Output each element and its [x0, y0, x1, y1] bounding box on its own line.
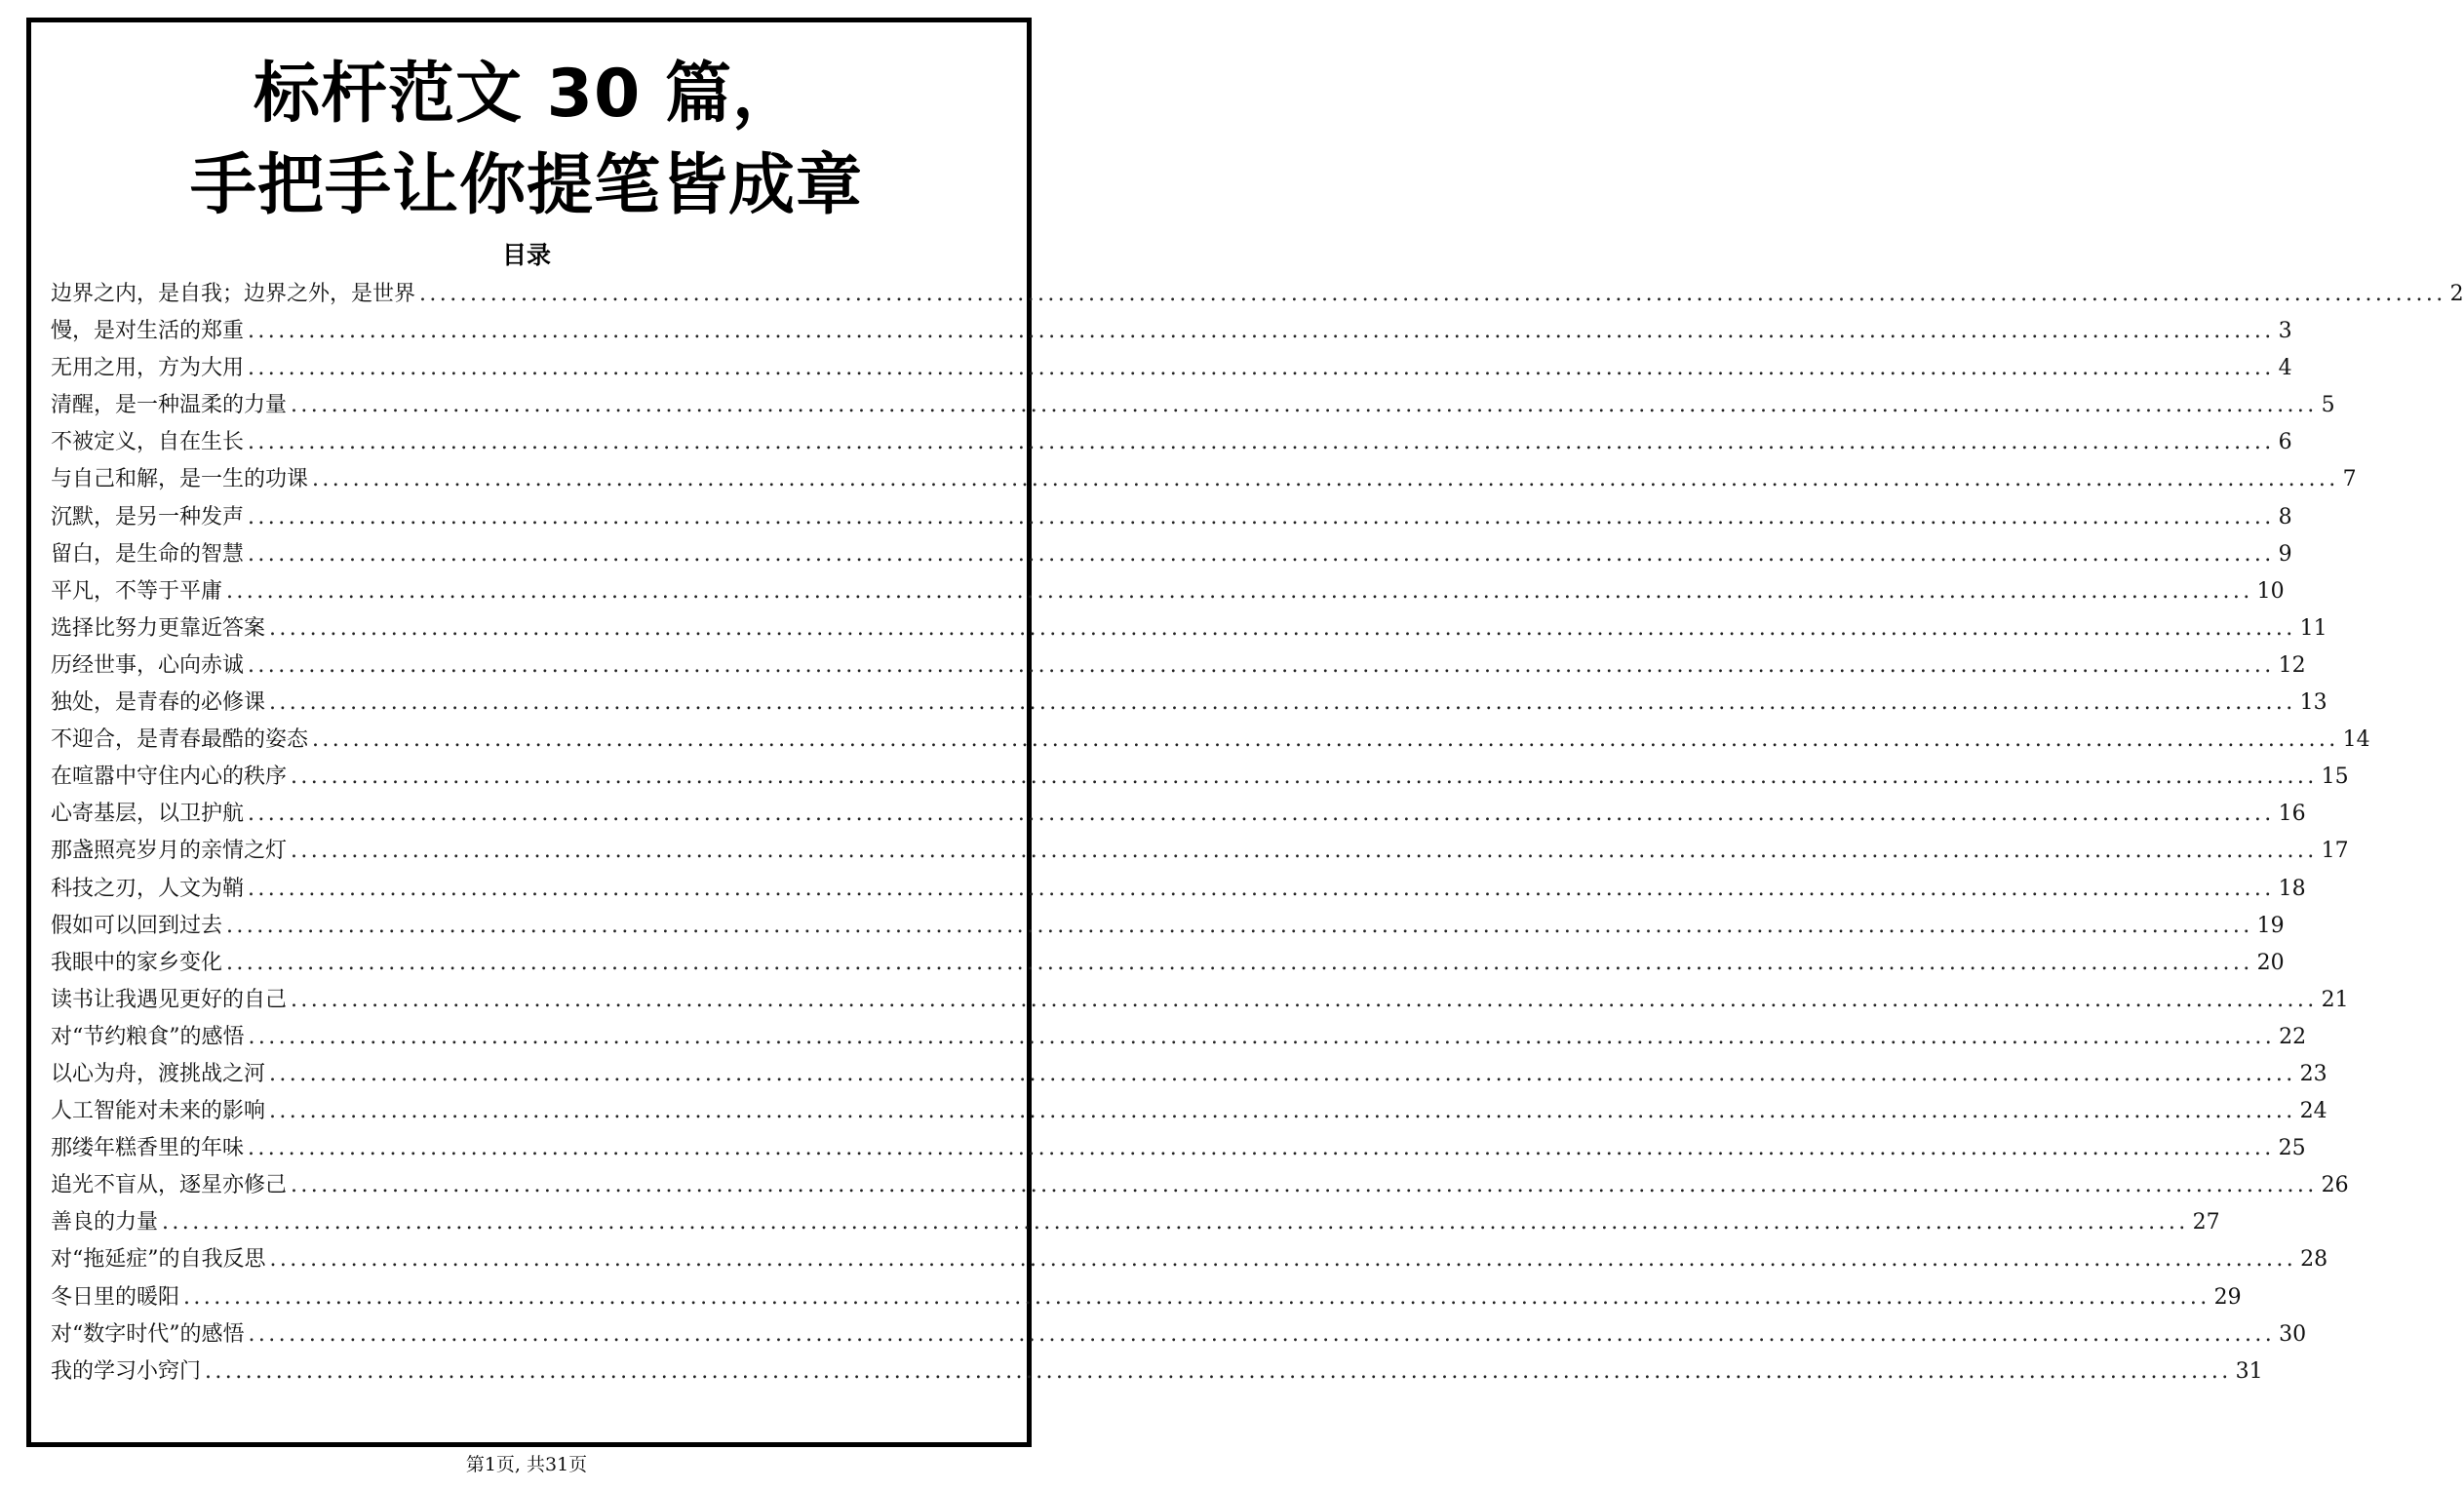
- toc-dot-leader: ........................................................................................................................................................................................................: [226, 578, 2253, 604]
- toc-entry-title: 历经世事，心向赤诚: [51, 652, 245, 678]
- toc-entry-page: 19: [2256, 913, 2285, 938]
- toc-entry[interactable]: [51, 1353, 2263, 1391]
- toc-entry-title: 边界之内，是自我；边界之外，是世界: [51, 282, 416, 306]
- toc-entry-page: 13: [2299, 690, 2327, 716]
- toc-entry[interactable]: [51, 313, 2292, 350]
- toc-entry[interactable]: [51, 276, 2464, 313]
- toc-entry[interactable]: [51, 610, 2327, 647]
- toc-entry-title: 心寄基层，以卫护航: [51, 802, 245, 827]
- toc-entry-title: 在喧嚣中守住内心的秩序: [51, 765, 288, 790]
- toc-entry-title: 我的学习小窍门: [51, 1358, 202, 1384]
- toc-dot-leader: ........................................................................................................................................................................................................: [248, 802, 2275, 827]
- toc-entry-page: 7: [2342, 467, 2357, 492]
- toc-dot-leader: ........................................................................................................................................................................................................: [248, 356, 2275, 381]
- toc-entry-title: 清醒，是一种温柔的力量: [51, 393, 288, 418]
- toc-entry-title: 平凡，不等于平庸: [51, 578, 223, 604]
- toc-entry[interactable]: [51, 1241, 2328, 1278]
- toc-entry[interactable]: [51, 499, 2292, 536]
- toc-entry-title: 人工智能对未来的影响: [51, 1099, 266, 1124]
- toc-entry-title: 对“节约粮食”的感悟: [51, 1024, 245, 1049]
- toc-entry-page: 27: [2192, 1210, 2220, 1235]
- toc-dot-leader: ........................................................................................................................................................................................................: [248, 430, 2275, 455]
- toc-entry[interactable]: [51, 1204, 2220, 1241]
- toc-entry[interactable]: [51, 573, 2285, 610]
- toc-dot-leader: ........................................................................................................................................................................................................: [248, 541, 2275, 567]
- toc-entry[interactable]: [51, 1130, 2306, 1167]
- toc-entry-title: 选择比努力更靠近答案: [51, 615, 266, 641]
- toc-entry-page: 31: [2235, 1358, 2263, 1384]
- toc-dot-leader: ........................................................................................................................................................................................................: [312, 467, 2339, 492]
- title-line-2: 手把手让你提笔皆成章: [189, 147, 863, 224]
- toc-entry-title: 那缕年糕香里的年味: [51, 1136, 245, 1161]
- toc-entry[interactable]: [51, 1167, 2349, 1204]
- toc-entry[interactable]: [51, 685, 2327, 722]
- toc-entry-page: 3: [2278, 319, 2292, 344]
- toc-entry-page: 10: [2256, 578, 2285, 604]
- toc-entry-page: 2: [2449, 282, 2464, 306]
- toc-entry[interactable]: [51, 722, 2370, 759]
- toc-entry-page: 26: [2321, 1173, 2349, 1198]
- toc-entry-title: 冬日里的暖阳: [51, 1284, 180, 1310]
- toc-entry[interactable]: [51, 759, 2349, 796]
- toc-entry-page: 5: [2321, 393, 2335, 418]
- toc-entry-page: 20: [2256, 950, 2285, 975]
- toc-entry[interactable]: [51, 833, 2349, 870]
- toc-entry-page: 4: [2278, 356, 2292, 381]
- toc-dot-leader: ........................................................................................................................................................................................................: [226, 913, 2253, 938]
- toc-entry[interactable]: [51, 871, 2306, 908]
- toc-dot-leader: ........................................................................................................................................................................................................: [248, 504, 2275, 529]
- toc-entry-title: 不迎合，是青春最酷的姿态: [51, 727, 309, 753]
- toc-entry-title: 独处，是青春的必修课: [51, 690, 266, 716]
- title-line-1: 标杆范文 30 篇，: [254, 56, 800, 133]
- toc-entry[interactable]: [51, 1279, 2242, 1316]
- toc-entry-title: 科技之刃，人文为鞘: [51, 876, 245, 901]
- toc-dot-leader: ........................................................................................................................................................................................................: [291, 393, 2318, 418]
- toc-dot-leader: ........................................................................................................................................................................................................: [162, 1210, 2189, 1235]
- toc-entry[interactable]: [51, 1093, 2327, 1130]
- toc-entry-title: 我眼中的家乡变化: [51, 950, 223, 975]
- document-title: [0, 49, 1053, 232]
- toc-dot-leader: ........................................................................................................................................................................................................: [248, 319, 2275, 344]
- toc-entry[interactable]: [51, 982, 2349, 1019]
- toc-entry-title: 无用之用，方为大用: [51, 356, 245, 381]
- toc-entry-page: 12: [2278, 652, 2306, 678]
- toc-entry-title: 慢，是对生活的郑重: [51, 319, 245, 344]
- toc-dot-leader: ........................................................................................................................................................................................................: [291, 839, 2318, 864]
- toc-entry-page: 30: [2279, 1321, 2307, 1347]
- toc-entry-page: 14: [2342, 727, 2370, 753]
- toc-entry-page: 17: [2321, 839, 2349, 864]
- toc-entry-page: 8: [2278, 504, 2292, 529]
- toc-dot-leader: ........................................................................................................................................................................................................: [226, 950, 2253, 975]
- toc-entry[interactable]: [51, 796, 2306, 833]
- toc-entry-page: 23: [2299, 1061, 2327, 1086]
- toc-dot-leader: ........................................................................................................................................................................................................: [291, 987, 2318, 1012]
- toc-entry-title: 留白，是生命的智慧: [51, 541, 245, 567]
- toc-dot-leader: ........................................................................................................................................................................................................: [291, 765, 2318, 790]
- toc-entry[interactable]: [51, 1019, 2307, 1056]
- toc-entry-page: 29: [2213, 1284, 2242, 1310]
- toc-dot-leader: ........................................................................................................................................................................................................: [269, 1247, 2297, 1273]
- toc-dot-leader: ........................................................................................................................................................................................................: [312, 727, 2339, 753]
- toc-entry-title: 以心为舟，渡挑战之河: [51, 1061, 266, 1086]
- toc-entry-page: 18: [2278, 876, 2306, 901]
- toc-entry[interactable]: [51, 387, 2335, 424]
- toc-entry-page: 22: [2279, 1024, 2307, 1049]
- toc-entry-page: 15: [2321, 765, 2349, 790]
- toc-entry-page: 24: [2299, 1099, 2327, 1124]
- toc-dot-leader: ........................................................................................................................................................................................................: [248, 652, 2275, 678]
- toc-entry-title: 与自己和解，是一生的功课: [51, 467, 309, 492]
- toc-entry-title: 对“拖延症”的自我反思: [51, 1247, 266, 1273]
- toc-dot-leader: ........................................................................................................................................................................................................: [291, 1173, 2318, 1198]
- toc-entry-title: 善良的力量: [51, 1210, 159, 1235]
- toc-entry-title: 追光不盲从，逐星亦修己: [51, 1173, 288, 1198]
- toc-entry[interactable]: [51, 1316, 2307, 1353]
- toc-dot-leader: ........................................................................................................................................................................................................: [248, 876, 2275, 901]
- toc-entry-page: 21: [2321, 987, 2349, 1012]
- toc-entry-page: 6: [2278, 430, 2292, 455]
- toc-dot-leader: ........................................................................................................................................................................................................: [269, 1061, 2296, 1086]
- toc-entry-title: 不被定义，自在生长: [51, 430, 245, 455]
- toc-entry[interactable]: [51, 350, 2292, 387]
- toc-dot-leader: ........................................................................................................................................................................................................: [248, 1321, 2276, 1347]
- toc-dot-leader: ........................................................................................................................................................................................................: [269, 615, 2296, 641]
- toc-heading: 目录: [501, 241, 551, 269]
- page-footer: 第1页, 共31页: [465, 1454, 588, 1475]
- toc-entry-page: 11: [2299, 615, 2327, 641]
- toc-entry-page: 28: [2300, 1247, 2328, 1273]
- table-of-contents: [51, 276, 2464, 1391]
- toc-dot-leader: ........................................................................................................................................................................................................: [248, 1136, 2275, 1161]
- toc-entry-title: 读书让我遇见更好的自己: [51, 987, 288, 1012]
- toc-entry[interactable]: [51, 461, 2357, 498]
- toc-entry[interactable]: [51, 1056, 2327, 1093]
- toc-dot-leader: ........................................................................................................................................................................................................: [419, 282, 2446, 306]
- toc-dot-leader: ........................................................................................................................................................................................................: [183, 1284, 2210, 1310]
- toc-entry-title: 对“数字时代”的感悟: [51, 1321, 245, 1347]
- toc-entry-page: 16: [2278, 802, 2306, 827]
- toc-entry-title: 假如可以回到过去: [51, 913, 223, 938]
- toc-entry[interactable]: [51, 945, 2285, 982]
- toc-entry[interactable]: [51, 908, 2285, 945]
- toc-entry-title: 那盏照亮岁月的亲情之灯: [51, 839, 288, 864]
- toc-entry-title: 沉默，是另一种发声: [51, 504, 245, 529]
- toc-dot-leader: ........................................................................................................................................................................................................: [269, 1099, 2296, 1124]
- toc-entry-page: 9: [2278, 541, 2292, 567]
- toc-dot-leader: ........................................................................................................................................................................................................: [205, 1358, 2232, 1384]
- toc-dot-leader: ........................................................................................................................................................................................................: [248, 1024, 2276, 1049]
- toc-entry-page: 25: [2278, 1136, 2306, 1161]
- toc-dot-leader: ........................................................................................................................................................................................................: [269, 690, 2296, 716]
- toc-entry[interactable]: [51, 647, 2306, 685]
- toc-entry[interactable]: [51, 536, 2292, 573]
- toc-entry[interactable]: [51, 424, 2292, 461]
